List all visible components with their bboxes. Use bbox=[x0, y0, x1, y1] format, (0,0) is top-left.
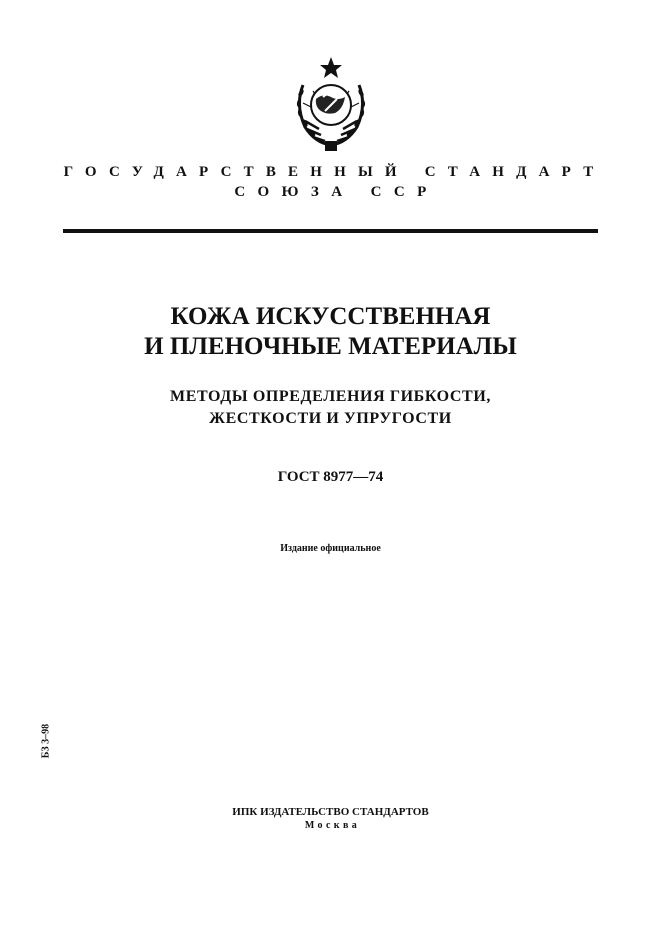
publisher-city: Москва bbox=[304, 820, 361, 831]
subtitle-line-2: ЖЕСТКОСТИ И УПРУГОСТИ bbox=[209, 410, 452, 427]
publisher: ИПК ИЗДАТЕЛЬСТВО СТАНДАРТОВ bbox=[232, 806, 429, 818]
title-line-1: КОЖА ИСКУССТВЕННАЯ bbox=[170, 303, 491, 330]
header-divider bbox=[63, 229, 598, 233]
header-state-standard: ГОСУДАРСТВЕННЫЙ СТАНДАРТ bbox=[63, 164, 606, 180]
subtitle-line-1: МЕТОДЫ ОПРЕДЕЛЕНИЯ ГИБКОСТИ, bbox=[170, 388, 491, 405]
edition-note: Издание официальное bbox=[280, 543, 381, 554]
standard-number: ГОСТ 8977—74 bbox=[277, 469, 384, 485]
header-ussr: СОЮЗА ССР bbox=[234, 184, 439, 200]
document-subtitle bbox=[0, 386, 661, 430]
title-line-2: И ПЛЕНОЧНЫЕ МАТЕРИАЛЫ bbox=[144, 333, 517, 360]
state-emblem-icon bbox=[283, 55, 379, 155]
document-title bbox=[0, 302, 661, 362]
side-code: БЗ 3–98 bbox=[40, 723, 52, 759]
